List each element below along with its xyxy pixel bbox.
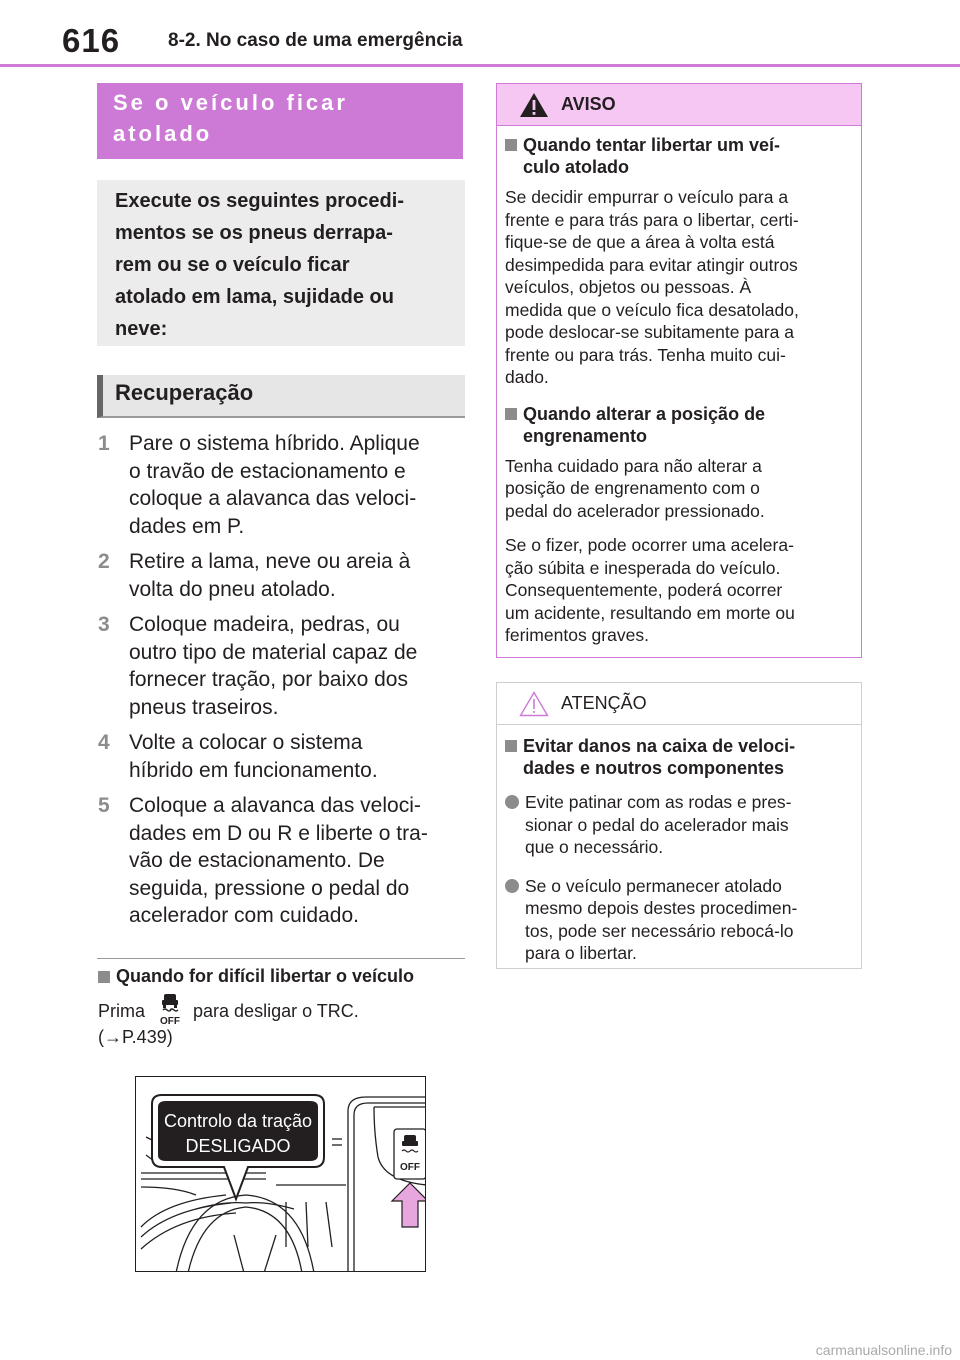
aviso-section-heading bbox=[505, 403, 847, 447]
pink-arrow-icon bbox=[392, 1183, 426, 1227]
step-line: vão de estacionamento. De bbox=[129, 849, 385, 872]
aviso-warning-box bbox=[496, 83, 862, 658]
difficult-heading bbox=[98, 966, 414, 987]
paragraph-line: Tenha cuidado para não alterar a bbox=[505, 455, 762, 476]
page-number: 616 bbox=[62, 22, 121, 59]
aviso-paragraph bbox=[505, 455, 847, 523]
trc-off-button-label: OFF bbox=[400, 1162, 420, 1173]
paragraph-line: dado. bbox=[505, 367, 549, 387]
paragraph-line: Se o fizer, pode ocorrer uma acelera- bbox=[505, 535, 794, 555]
step-line: pneus traseiros. bbox=[129, 695, 279, 719]
step-line: Coloque madeira, pedras, ou bbox=[129, 613, 400, 636]
bullet-line: sionar o pedal do acelerador mais bbox=[525, 814, 789, 835]
square-bullet-icon bbox=[505, 139, 517, 151]
paragraph-line: frente ou para trás. Tenha muito cui- bbox=[505, 344, 786, 365]
heading-line: Quando tentar libertar um veí- bbox=[523, 135, 781, 155]
round-bullet-icon bbox=[505, 879, 519, 893]
step-number: 1 bbox=[98, 432, 110, 455]
paragraph-line: pedal do acelerador pressionado. bbox=[505, 500, 765, 521]
paragraph-line: um acidente, resultando em morte ou bbox=[505, 602, 795, 623]
difficult-heading-text: Quando for difícil libertar o veículo bbox=[116, 966, 415, 986]
step-number: 4 bbox=[98, 731, 110, 754]
atencao-header bbox=[497, 683, 861, 725]
intro-line: rem ou se o veículo ficar bbox=[115, 254, 350, 276]
paragraph-line: frente e para trás para o libertar, certi- bbox=[505, 209, 799, 230]
page-title-line-1: Se o veículo ficar bbox=[113, 90, 348, 115]
step-line: Pare o sistema híbrido. Aplique bbox=[129, 432, 420, 455]
recovery-steps bbox=[98, 430, 462, 938]
step-line: híbrido em funcionamento. bbox=[129, 758, 378, 782]
step-text bbox=[129, 792, 462, 930]
intro-line: mentos se os pneus derrapa- bbox=[115, 222, 393, 244]
heading-line: Quando alterar a posição de bbox=[523, 403, 766, 424]
step-text bbox=[129, 548, 462, 603]
paragraph-line: pode deslocar-se subitamente para a bbox=[505, 322, 794, 342]
press-before-text: Prima bbox=[98, 1001, 146, 1021]
watermark: carmanualsonline.info bbox=[815, 1342, 952, 1358]
callout-line-2: DESLIGADO bbox=[185, 1136, 291, 1156]
atencao-bullet bbox=[505, 875, 847, 965]
step-number: 2 bbox=[98, 550, 110, 573]
trc-off-button-icon bbox=[394, 1129, 426, 1179]
atencao-notice-box bbox=[496, 682, 862, 969]
step-line: dades em D ou R e liberte o tra- bbox=[129, 821, 428, 845]
paragraph-line: ferimentos graves. bbox=[505, 625, 649, 645]
paragraph-line: posição de engrenamento com o bbox=[505, 478, 760, 498]
step-line: Coloque a alavanca das veloci- bbox=[129, 794, 421, 817]
atencao-bullet bbox=[505, 791, 847, 859]
atencao-title: ATENÇÃO bbox=[561, 693, 647, 713]
header-rule bbox=[0, 64, 960, 67]
step-line: fornecer tração, por baixo dos bbox=[129, 668, 408, 691]
aviso-header bbox=[497, 84, 861, 126]
step-item bbox=[98, 430, 462, 540]
step-line: coloque a alavanca das veloci- bbox=[129, 487, 417, 510]
paragraph-line: desimpedida para evitar atingir outros bbox=[505, 254, 798, 275]
press-instruction bbox=[98, 992, 359, 1031]
step-item bbox=[98, 548, 462, 603]
heading-line: culo atolado bbox=[523, 157, 630, 177]
paragraph-line: ção súbita e inesperada do veículo. bbox=[505, 557, 781, 578]
step-number: 5 bbox=[98, 794, 110, 817]
aviso-paragraph bbox=[505, 534, 847, 647]
bullet-line: tos, pode ser necessário rebocá-lo bbox=[525, 920, 794, 941]
atencao-heading bbox=[505, 735, 847, 779]
step-line: o travão de estacionamento e bbox=[129, 459, 406, 483]
subsection-rule bbox=[97, 958, 465, 959]
section-title: 8-2. No caso de uma emergência bbox=[168, 30, 463, 51]
step-number: 3 bbox=[98, 613, 110, 636]
atencao-body bbox=[497, 725, 861, 965]
heading-line: dades e noutros componentes bbox=[523, 758, 785, 778]
intro-box bbox=[97, 180, 465, 346]
square-bullet-icon bbox=[98, 971, 110, 983]
recovery-heading: Recuperação bbox=[97, 375, 465, 418]
step-text bbox=[129, 430, 462, 540]
square-bullet-icon bbox=[505, 740, 517, 752]
dashboard-drawing bbox=[136, 1077, 426, 1272]
aviso-title: AVISO bbox=[561, 94, 616, 114]
page-title bbox=[97, 83, 463, 159]
bullet-line: Se o veículo permanecer atolado bbox=[525, 875, 782, 896]
step-line: seguida, pressione o pedal do bbox=[129, 876, 410, 900]
intro-line: Execute os seguintes procedi- bbox=[115, 190, 404, 212]
page-title-line-2: atolado bbox=[113, 121, 213, 146]
heading-line: engrenamento bbox=[523, 425, 648, 446]
callout-line-1: Controlo da tração bbox=[163, 1111, 313, 1131]
step-line: dades em P. bbox=[129, 514, 245, 538]
bullet-line: Evite patinar com as rodas e pres- bbox=[525, 792, 792, 812]
step-line: outro tipo de material capaz de bbox=[129, 640, 418, 664]
warning-triangle-icon bbox=[519, 92, 549, 118]
step-line: Retire a lama, neve ou areia à bbox=[129, 550, 411, 573]
paragraph-line: fique-se de que a área à volta está bbox=[505, 232, 775, 252]
page-reference: (→P.439) bbox=[98, 1027, 173, 1047]
step-line: acelerador com cuidado. bbox=[129, 904, 359, 927]
step-item bbox=[98, 611, 462, 721]
trc-off-icon bbox=[157, 992, 183, 1031]
paragraph-line: Se decidir empurrar o veículo para a bbox=[505, 187, 789, 207]
step-item bbox=[98, 729, 462, 784]
bullet-line: que o necessário. bbox=[525, 837, 664, 857]
bullet-line: para o libertar. bbox=[525, 943, 637, 963]
step-text bbox=[129, 729, 462, 784]
paragraph-line: Consequentemente, poderá ocorrer bbox=[505, 580, 783, 600]
round-bullet-icon bbox=[505, 795, 519, 809]
caution-triangle-icon bbox=[519, 691, 549, 717]
aviso-body bbox=[497, 126, 861, 647]
intro-line: neve: bbox=[115, 318, 168, 340]
step-text bbox=[129, 611, 462, 721]
square-bullet-icon bbox=[505, 408, 517, 420]
aviso-paragraph bbox=[505, 186, 847, 389]
intro-line: atolado em lama, sujidade ou bbox=[115, 286, 394, 308]
step-item bbox=[98, 792, 462, 930]
aviso-section-heading bbox=[505, 134, 847, 178]
trc-illustration bbox=[135, 1076, 426, 1272]
bullet-line: mesmo depois destes procedimen- bbox=[525, 898, 798, 918]
heading-line: Evitar danos na caixa de veloci- bbox=[523, 736, 796, 756]
paragraph-line: medida que o veículo fica desatolado, bbox=[505, 299, 799, 320]
step-line: volta do pneu atolado. bbox=[129, 577, 336, 601]
step-line: Volte a colocar o sistema bbox=[129, 731, 363, 754]
paragraph-line: veículos, objetos ou pessoas. À bbox=[505, 277, 752, 297]
press-after-text: para desligar o TRC. bbox=[193, 1001, 359, 1021]
trc-off-icon-label: OFF bbox=[160, 1016, 181, 1026]
